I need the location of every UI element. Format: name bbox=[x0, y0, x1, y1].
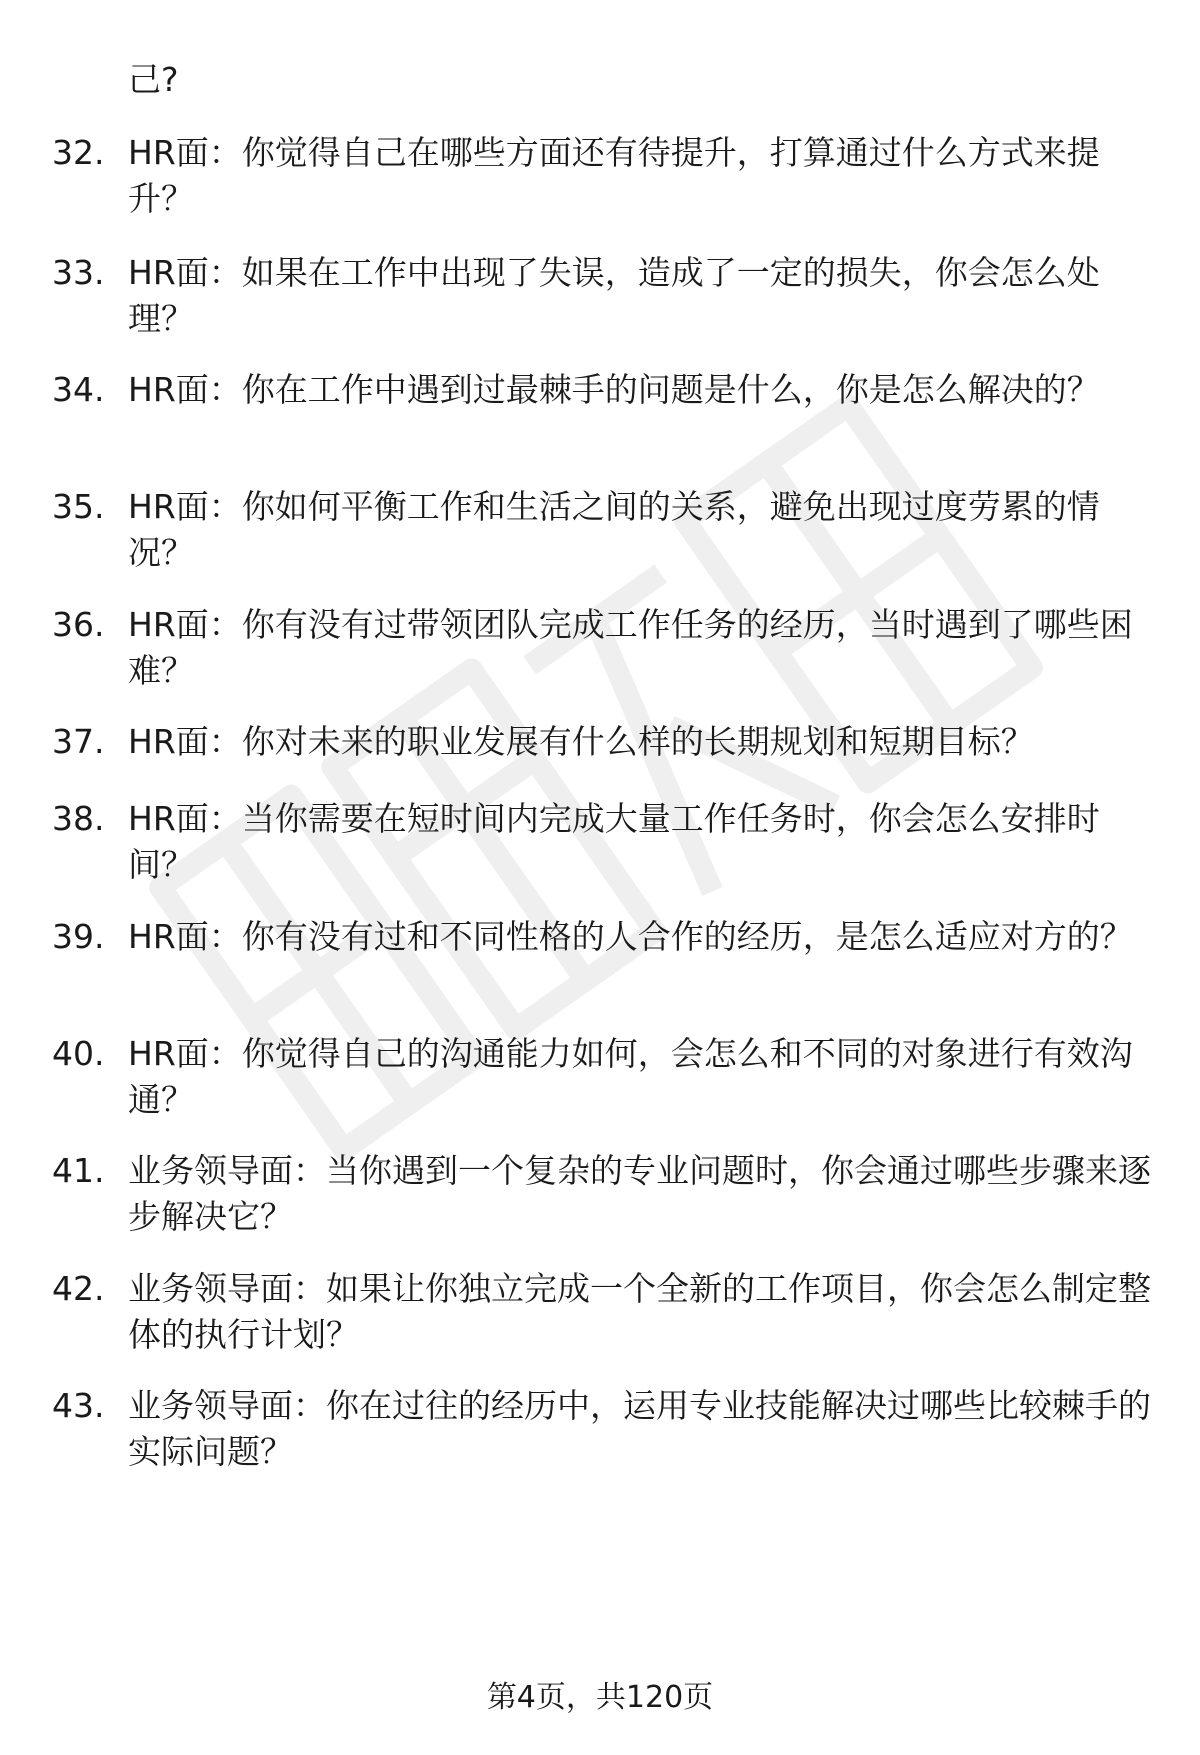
question-number: 35. bbox=[52, 487, 105, 526]
page-footer: 第4页，共120页 bbox=[486, 1680, 714, 1715]
question-text: HR面：你对未来的职业发展有什么样的长期规划和短期目标？ bbox=[128, 722, 1034, 761]
question-text: HR面：如果在工作中出现了失误，造成了一定的损失，你会怎么处理？ bbox=[128, 253, 1100, 338]
question-number: 40. bbox=[52, 1034, 105, 1073]
question-text: HR面：当你需要在短时间内完成大量工作任务时，你会怎么安排时间？ bbox=[128, 799, 1100, 884]
question-number: 43. bbox=[52, 1386, 105, 1425]
question-text: HR面：你有没有过和不同性格的人合作的经历，是怎么适应对方的？ bbox=[128, 917, 1133, 956]
question-number: 32. bbox=[52, 133, 105, 172]
question-number: 37. bbox=[52, 722, 105, 761]
question-text: 业务领导面：你在过往的经历中，运用专业技能解决过哪些比较棘手的实际问题？ bbox=[128, 1386, 1151, 1471]
question-text: HR面：你觉得自己在哪些方面还有待提升，打算通过什么方式来提升？ bbox=[128, 133, 1100, 218]
question-text: HR面：你如何平衡工作和生活之间的关系，避免出现过度劳累的情况？ bbox=[128, 487, 1100, 572]
question-text: 业务领导面：如果让你独立完成一个全新的工作项目，你会怎么制定整体的执行计划？ bbox=[128, 1269, 1151, 1354]
question-number: 39. bbox=[52, 917, 105, 956]
question-number: 34. bbox=[52, 370, 105, 409]
question-text: HR面：你觉得自己的沟通能力如何，会怎么和不同的对象进行有效沟通？ bbox=[128, 1034, 1133, 1119]
question-number: 42. bbox=[52, 1269, 105, 1308]
question-number: 36. bbox=[52, 605, 105, 644]
question-text: HR面：你在工作中遇到过最棘手的问题是什么，你是怎么解决的？ bbox=[128, 370, 1100, 409]
continuation-text: 己? bbox=[128, 60, 179, 99]
question-number: 33. bbox=[52, 253, 105, 292]
question-text: HR面：你有没有过带领团队完成工作任务的经历，当时遇到了哪些困难？ bbox=[128, 605, 1133, 690]
question-text: 业务领导面：当你遇到一个复杂的专业问题时，你会通过哪些步骤来逐步解决它？ bbox=[128, 1151, 1151, 1236]
question-number: 38. bbox=[52, 799, 105, 838]
question-number: 41. bbox=[52, 1151, 105, 1190]
